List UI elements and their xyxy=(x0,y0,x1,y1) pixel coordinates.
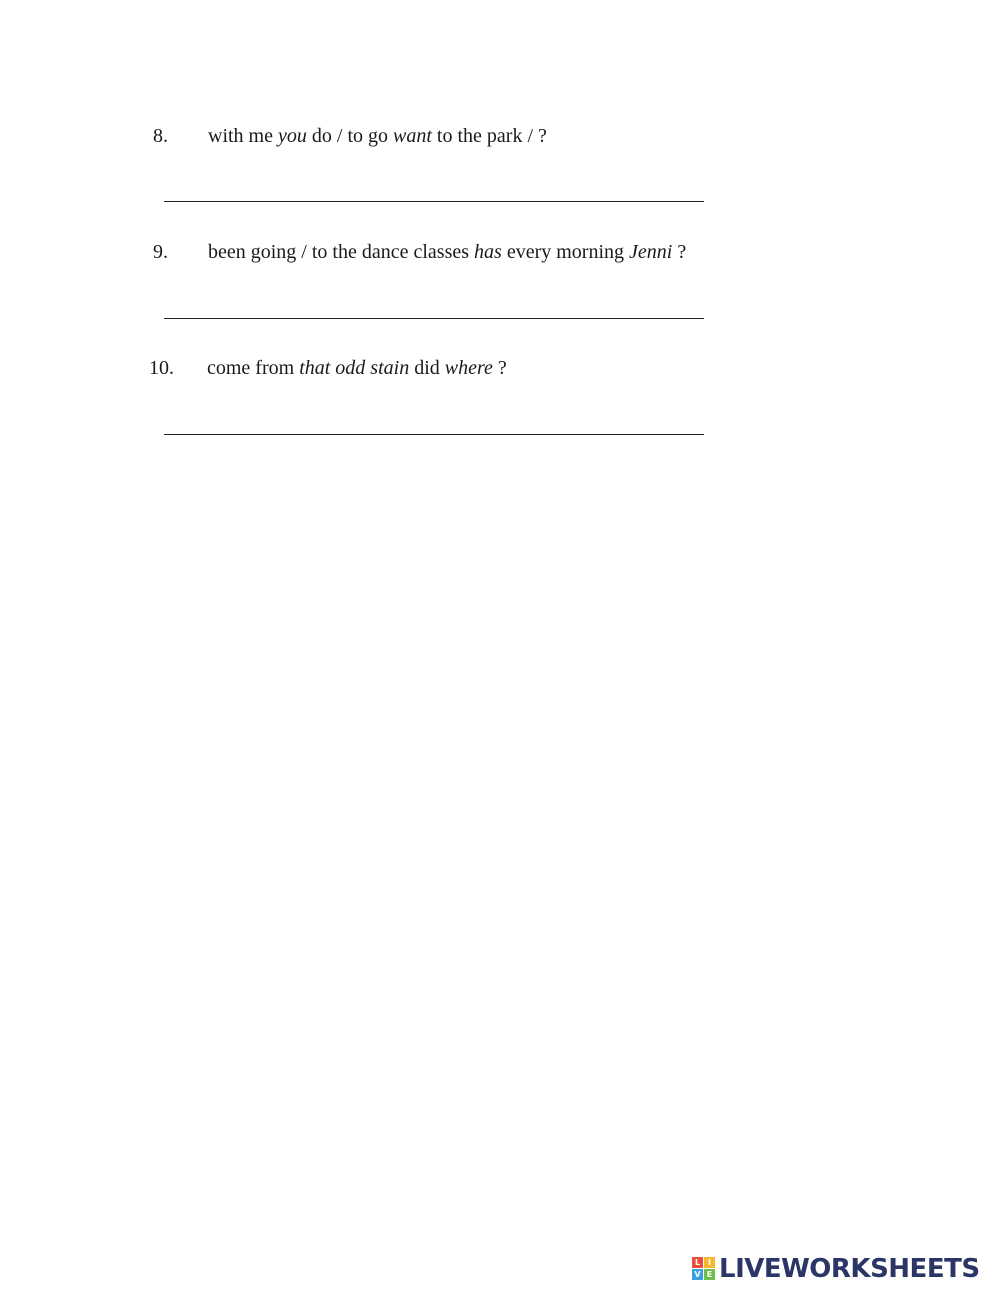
italic-fragment: that odd stain xyxy=(299,357,410,379)
question-text xyxy=(208,237,686,267)
italic-fragment: want xyxy=(393,125,432,147)
question-number: 10. xyxy=(149,357,174,379)
text-fragment: been going / to the dance classes xyxy=(208,241,475,263)
question-text xyxy=(208,121,547,151)
answer-line-8[interactable] xyxy=(164,201,704,202)
text-fragment: ? xyxy=(672,241,687,263)
question-number: 9. xyxy=(153,241,168,263)
logo-mark-tile: I xyxy=(704,1257,715,1268)
answer-line-9[interactable] xyxy=(164,318,704,319)
italic-fragment: has xyxy=(474,241,502,263)
text-fragment: to the park / ? xyxy=(431,125,547,147)
question-9 xyxy=(0,237,1000,267)
text-fragment: with me xyxy=(208,125,278,147)
answer-line-10[interactable] xyxy=(164,434,704,435)
italic-fragment: you xyxy=(278,125,307,147)
logo-mark-tile: L xyxy=(692,1257,703,1268)
text-fragment: every morning xyxy=(501,241,630,263)
italic-fragment: Jenni xyxy=(629,241,673,263)
text-fragment: come from xyxy=(207,357,300,379)
logo-mark-tile: E xyxy=(704,1269,715,1280)
question-text xyxy=(207,353,507,383)
logo-mark-tile: V xyxy=(692,1269,703,1280)
text-fragment: did xyxy=(409,357,445,379)
question-10 xyxy=(0,353,1000,383)
italic-fragment: where xyxy=(444,357,493,379)
text-fragment: do / to go xyxy=(306,125,394,147)
text-fragment: ? xyxy=(492,357,507,379)
logo-text: LIVEWORKSHEETS xyxy=(719,1254,980,1284)
logo-mark-icon xyxy=(692,1257,716,1281)
question-number: 8. xyxy=(153,125,168,147)
question-8 xyxy=(0,121,1000,151)
liveworksheets-logo[interactable] xyxy=(692,1254,980,1284)
